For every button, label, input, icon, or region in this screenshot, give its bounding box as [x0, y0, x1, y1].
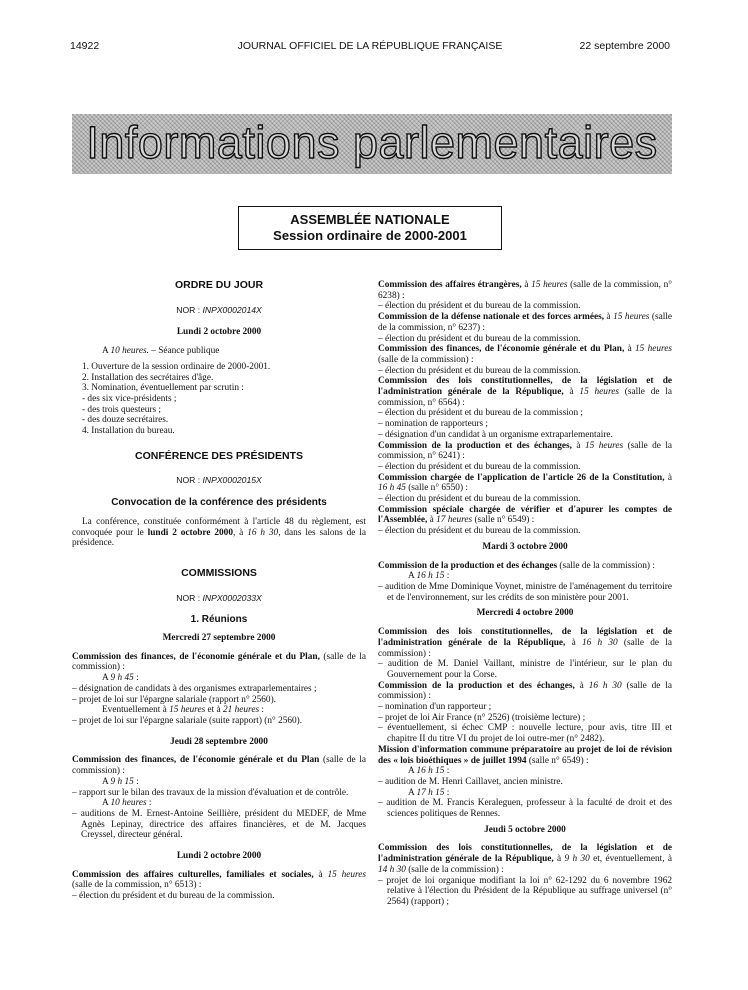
agenda-item: – nomination de rapporteurs ; [378, 419, 488, 430]
left-column [72, 280, 366, 902]
ordre-item: - des douze secrétaires. [82, 415, 169, 426]
commission-entry: Commission de la défense nationale et des forces armées, à 15 heures (salle de la commission, n° 6237) : [378, 312, 672, 333]
agenda-item: – éventuellement, si échec CMP : nouvelle lecture, pour avis, titre III et chapitre II du titre VI du projet de loi outre-mer (n° 2482). [378, 723, 672, 745]
agenda-item: – élection du président et du bureau de la commission. [378, 333, 581, 344]
meeting-date: Jeudi 28 septembre 2000 [170, 736, 268, 747]
ordre-item: - des six vice-présidents ; [82, 393, 177, 404]
issue-date: 22 septembre 2000 [579, 40, 670, 52]
commission-entry: Commission chargée de l'application de l'article 26 de la Constitution, à 16 h 45 (salle n° 6550) : [378, 472, 673, 494]
ordre-item: 4. Installation du bureau. [82, 426, 175, 437]
agenda-item: – nomination d'un rapporteur ; [378, 702, 492, 713]
commission-entry: Commission spéciale chargée de vérifier et d'apurer les comptes de l'Assemblée, à 17 heures (salle n° 6549) : [378, 504, 672, 526]
commission-entry: Commission des finances, de l'économie générale et du Plan (salle de la commission) : [72, 755, 366, 777]
commission-entry: Mission d'information commune préparatoire au projet de loi de révision des « lois bioéthiques » de juillet 1994 (salle n° 6549) : [378, 744, 672, 766]
agenda-item: – élection du président et du bureau de la commission. [378, 461, 581, 472]
meeting-date: Mercredi 4 octobre 2000 [476, 608, 574, 619]
meeting-time: A 9 h 15 : [102, 776, 139, 787]
commissions-nor: NOR : INPX0002033X [176, 592, 262, 603]
agenda-item: – audition de Mme Dominique Voynet, ministre de l'aménagement du territoire et de l'environnement, sur les crédits de son ministère pour 2001. [378, 581, 672, 603]
assembly-name: ASSEMBLÉE NATIONALE [290, 212, 450, 227]
ordre-item: 1. Ouverture de la session ordinaire de 2000-2001. [82, 361, 271, 372]
meeting-date: Mardi 3 octobre 2000 [482, 541, 568, 552]
page-number: 14922 [70, 40, 100, 52]
assembly-box [238, 206, 502, 250]
ordre-item: - des trois questeurs ; [82, 404, 162, 415]
right-column [378, 280, 672, 908]
conference-nor: NOR : INPX0002015X [176, 475, 262, 486]
reunions-subtitle: 1. Réunions [190, 614, 248, 626]
commission-entry: Commission de la production et des échanges (salle de la commission) : [378, 560, 655, 571]
commission-entry: Commission des finances, de l'économie générale et du Plan, à 15 heures (salle de la commission) : [378, 344, 673, 365]
commission-entry: Commission des finances, de l'économie générale et du Plan, (salle de la commission) : [72, 651, 367, 673]
commission-entry: Commission des lois constitutionnelles, de la législation et de l'administration générale de la République, à 15 heures (salle de la commission, n° 6564) : [378, 376, 673, 408]
agenda-item: – projet de loi sur l'épargne salariale (rapport n° 2560). [72, 694, 277, 705]
agenda-item: – rapport sur le bilan des travaux de la mission d'évaluation et de contrôle. [72, 787, 349, 798]
journal-title: JOURNAL OFFICIEL DE LA RÉPUBLIQUE FRANÇAISE [237, 40, 503, 52]
meeting-time: A 9 h 45 : [102, 673, 139, 684]
agenda-item: – audition de M. Francis Keraleguen, professeur à la faculté de droit et des sciences politiques de Rennes. [378, 798, 672, 820]
ordre-time: A 10 heures. – Séance publique [102, 346, 220, 357]
agenda-item: – projet de loi sur l'épargne salariale (suite rapport) (n° 2560). [72, 715, 303, 726]
conference-subtitle: Convocation de la conférence des présidents [111, 497, 327, 509]
agenda-item: – élection du président et du bureau de la commission. [72, 891, 275, 902]
agenda-item: – audition de M. Henri Caillavet, ancien ministre. [378, 776, 563, 787]
page-header [70, 40, 670, 54]
ordre-title: ORDRE DU JOUR [174, 279, 264, 291]
agenda-item: – désignation de candidats à des organismes extraparlementaires ; [72, 683, 317, 694]
commission-entry: Commission de la production et des échanges, à 16 h 30 (salle de la commission) : [378, 680, 673, 702]
session-name: Session ordinaire de 2000-2001 [273, 228, 467, 243]
banner-title: Informations parlementaires [86, 117, 658, 168]
meeting-time: A 17 h 15 : [408, 787, 450, 798]
commissions-title: COMMISSIONS [181, 566, 257, 579]
agenda-item: – élection du président et du bureau de la commission. [378, 365, 581, 376]
meeting-date: Jeudi 5 octobre 2000 [484, 824, 566, 835]
meeting-date: Lundi 2 octobre 2000 [176, 851, 262, 862]
meeting-time: Eventuellement à 15 heures et à 21 heures : [102, 705, 264, 716]
agenda-item: – désignation d'un candidat à un organisme extraparlementaire. [378, 429, 613, 440]
ordre-item: 3. Nomination, éventuellement par scrutin : [82, 383, 244, 394]
commission-entry: Commission de la production et des échanges, à 15 heures (salle de la commission, n° 6241) : [378, 440, 673, 462]
meeting-date: Mercredi 27 septembre 2000 [162, 633, 276, 644]
agenda-item: – projet de loi organique modifiant la loi n° 62-1292 du 6 novembre 1962 relative à l'élection du Président de la République au suffrage universel (n° 2564) (rapport) ; [378, 875, 672, 907]
agenda-item: – auditions de M. Ernest-Antoine Seillière, président du MEDEF, de Mme Agnès Lepinay, directrice des affaires financières, et de M. Jacques Creyssel, directeur général. [72, 808, 366, 841]
agenda-item: – élection du président et du bureau de la commission ; [378, 408, 583, 419]
agenda-item: – audition de M. Daniel Vaillant, ministre de l'intérieur, sur le plan du Gouvernement pour la Corse. [378, 659, 672, 680]
commission-entry: Commission des lois constitutionnelles, de la législation et de l'administration générale de la République, à 9 h 30 et, éventuellement, à 14 h 30 (salle de la commission) : [378, 843, 673, 875]
ordre-date: Lundi 2 octobre 2000 [176, 327, 262, 338]
section-banner [72, 114, 672, 174]
meeting-time: A 10 heures : [102, 798, 152, 809]
agenda-item: – projet de loi Air France (n° 2526) (troisième lecture) ; [378, 712, 586, 723]
ordre-nor: NOR : INPX0002014X [176, 304, 262, 315]
agenda-item: – élection du président et du bureau de la commission. [378, 526, 581, 537]
conference-title: CONFÉRENCE DES PRÉSIDENTS [134, 449, 304, 462]
agenda-item: – élection du président et du bureau de la commission. [378, 494, 581, 505]
conference-text: La conférence, constituée conformément à l'article 48 du règlement, est convoquée pour le lundi 2 octobre 2000, à 16 h 30, dans les salons de la présidence. [72, 516, 367, 549]
ordre-item: 2. Installation des secrétaires d'âge. [82, 372, 214, 383]
meeting-time: A 16 h 15 : [408, 571, 450, 582]
agenda-item: – élection du président et du bureau de la commission. [378, 301, 581, 312]
commission-entry: Commission des affaires étrangères, à 15 heures (salle de la commission, n° 6238) : [378, 280, 672, 301]
meeting-time: A 16 h 15 : [408, 766, 450, 777]
commission-entry: Commission des lois constitutionnelles, de la législation et de l'administration générale de la République, à 16 h 30 (salle de la commission) : [378, 627, 673, 659]
commission-entry: Commission des affaires culturelles, familiales et sociales, à 15 heures (salle de la commission, n° 6513) : [72, 869, 367, 891]
